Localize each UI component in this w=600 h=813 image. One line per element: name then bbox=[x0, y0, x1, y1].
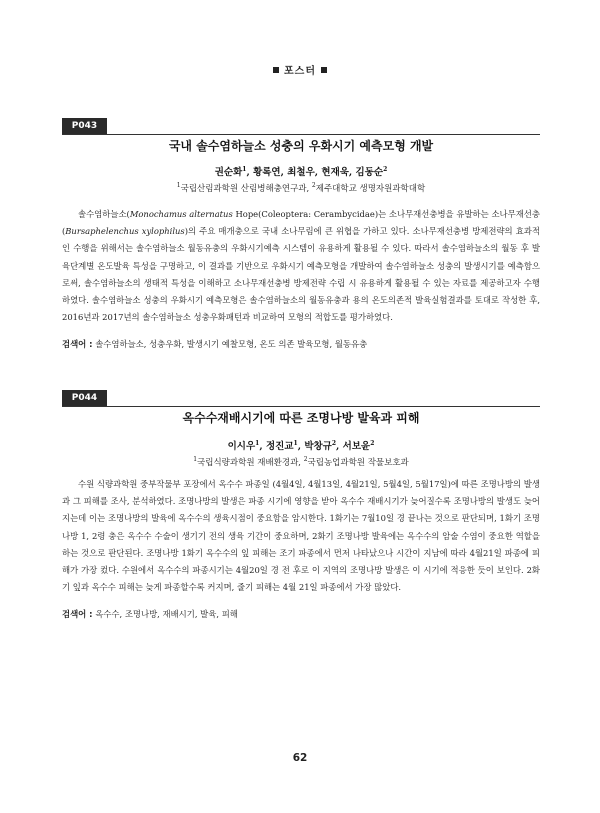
keywords-line bbox=[62, 606, 540, 623]
poster-title: 국내 솔수염하늘소 성충의 우화시기 예측모형 개발 bbox=[168, 139, 434, 153]
poster-title: 옥수수재배시기에 따른 조명나방 발육과 피해 bbox=[182, 411, 420, 425]
keywords-text: 솔수염하늘소, 성충우화, 발생시기 예찰모형, 온도 의존 발육모형, 월동유충 bbox=[95, 339, 368, 349]
poster-code-badge: P043 bbox=[62, 118, 107, 134]
author-name: 서보윤 bbox=[342, 441, 371, 452]
scientific-name: Bursaphelenchus xylophilus bbox=[65, 226, 185, 237]
page-number: 62 bbox=[292, 752, 308, 764]
section-divider bbox=[62, 134, 540, 135]
author-name: 김동순 bbox=[355, 167, 384, 178]
scientific-name: Monochamus alternatus bbox=[129, 209, 233, 219]
author-separator: , bbox=[280, 167, 288, 178]
author-separator: , bbox=[314, 167, 322, 178]
author-name: 황록연 bbox=[253, 167, 281, 178]
author-name: 현재욱 bbox=[321, 167, 349, 178]
affiliation-mark: 2 bbox=[331, 439, 337, 447]
affiliation-mark: 1 bbox=[242, 165, 247, 173]
square-bullet-icon bbox=[321, 67, 327, 73]
section-header bbox=[0, 62, 600, 77]
author-name: 정진교 bbox=[265, 441, 294, 452]
affiliation-mark: 2 bbox=[383, 165, 388, 173]
author-name: 박창규 bbox=[304, 441, 332, 452]
affiliation-text: 국립식량과학원 재배환경과, bbox=[197, 458, 304, 468]
author-name: 이시우 bbox=[227, 441, 256, 452]
author-separator: , bbox=[348, 167, 356, 178]
square-bullet-icon bbox=[273, 67, 279, 73]
author-name: 최철우 bbox=[287, 167, 315, 178]
affiliation-text: 제주대학교 생명자원과학대학 bbox=[315, 184, 426, 194]
author-separator: , bbox=[246, 167, 254, 178]
section-divider bbox=[62, 406, 540, 407]
affiliation-mark: 2 bbox=[311, 182, 316, 190]
author-separator: , bbox=[259, 441, 266, 452]
affiliation-mark: 2 bbox=[370, 439, 375, 447]
affiliation-text: 국립산림과학원 산림병해충연구과, bbox=[180, 184, 312, 194]
author-name: 권순화 bbox=[214, 167, 243, 178]
abstract-paragraph: 수원 식량과학원 중부작물부 포장에서 옥수수 파종일 (4월4일, 4월13일, 4월21일, 5월4일, 5월17일)에 따른 조명나방의 발생과 그 피해를 조사, 분석하였다. 조명나방의 발생은 파종 시기에 영향을 받아 옥수수 재배시기가 늦어질수록 조명나방의 발생도 늦어지는데 이는 조명나방의 발육에 옥수수의 생육시점이 중요함을 암시한다. 1화기는 7월10일 경 끝나는 것으로 판단되며, 1화기 조명나방 1, 2령 충은 옥수수 수술이 생기기 전의 생육 기간이 중요하며, 2화기 조명나방 발육에는 옥수수의 암술 수염이 중요한 역할을 하는 것으로 판단된다. 조명나방 1화기 옥수수의 잎 피해는 조기 파종에서 먼저 나타났으나 시간이 지남에 따라 4월21일 파종에 피해가 가장 컸다. 수원에서 옥수수의 파종시기는 4월20일 경 전 후로 이 지역의 조명나방 발생은 이 시기에 적응한 듯이 보인다. 2화기 잎과 옥수수 피해는 늦게 파종할수록 커지며, 줄기 피해는 4월 21일 파종에서 가장 많았다. bbox=[62, 479, 540, 593]
section-header-label: 포스터 bbox=[284, 66, 316, 77]
author-separator: , bbox=[336, 441, 343, 452]
author-list bbox=[62, 438, 540, 452]
affiliation-mark: 1 bbox=[193, 456, 198, 464]
keywords-line bbox=[62, 336, 540, 353]
affiliation-mark: 1 bbox=[255, 439, 260, 447]
affiliation-line bbox=[62, 456, 540, 468]
keywords-label: 검색어 : bbox=[62, 609, 93, 619]
affiliation-line bbox=[62, 182, 540, 194]
affiliation-mark: 1 bbox=[176, 182, 181, 190]
keywords-text: 옥수수, 조명나방, 재배시기, 발육, 피해 bbox=[95, 609, 238, 619]
author-list bbox=[62, 164, 540, 178]
poster-code-badge: P044 bbox=[62, 390, 107, 406]
affiliation-mark: 1 bbox=[293, 439, 298, 447]
keywords-label: 검색어 : bbox=[62, 339, 93, 349]
abstract-paragraph: 솔수염하늘소(Monochamus alternatus Hope(Coleoptera: Cerambycidae)는 소나무재선충병을 유발하는 소나무재선충(Bursaphelenchus xylophilus)의 주요 매개충으로 국내 소나무림에 큰 위협을 가하고 있다. 소나무재선충병 방제전략의 효과적인 수행을 위해서는 솔수염하늘소 월동유충의 우화시기예측 시스템이 유용하게 활용될 수 있다. 따라서 솔수염하늘소의 월동 후 발육단계별 온도발육 특성을 구명하고, 이 결과를 기반으로 우화시기 예측모형을 개발하여 솔수염하늘소 성충의 발생시기를 예측함으로써, 솔수염하늘소의 생태적 특성을 이해하고 소나무재선충병 방제전략 수립 시 유용하게 활용될 수 있는 자료를 제공하고자 수행하였다. 솔수염하늘소 성충의 우화시기 예측모형은 솔수염하늘소의 월동유충과 용의 온도의존적 발육실험결과를 토대로 작성한 후, 2016년과 2017년의 솔수염하늘소 성충우화패턴과 비교하여 모형의 적합도를 평가하였다. bbox=[62, 209, 540, 323]
affiliation-text: 국립농업과학원 작물보호과 bbox=[307, 458, 409, 468]
author-separator: , bbox=[297, 441, 305, 452]
affiliation-mark: 2 bbox=[303, 456, 308, 464]
